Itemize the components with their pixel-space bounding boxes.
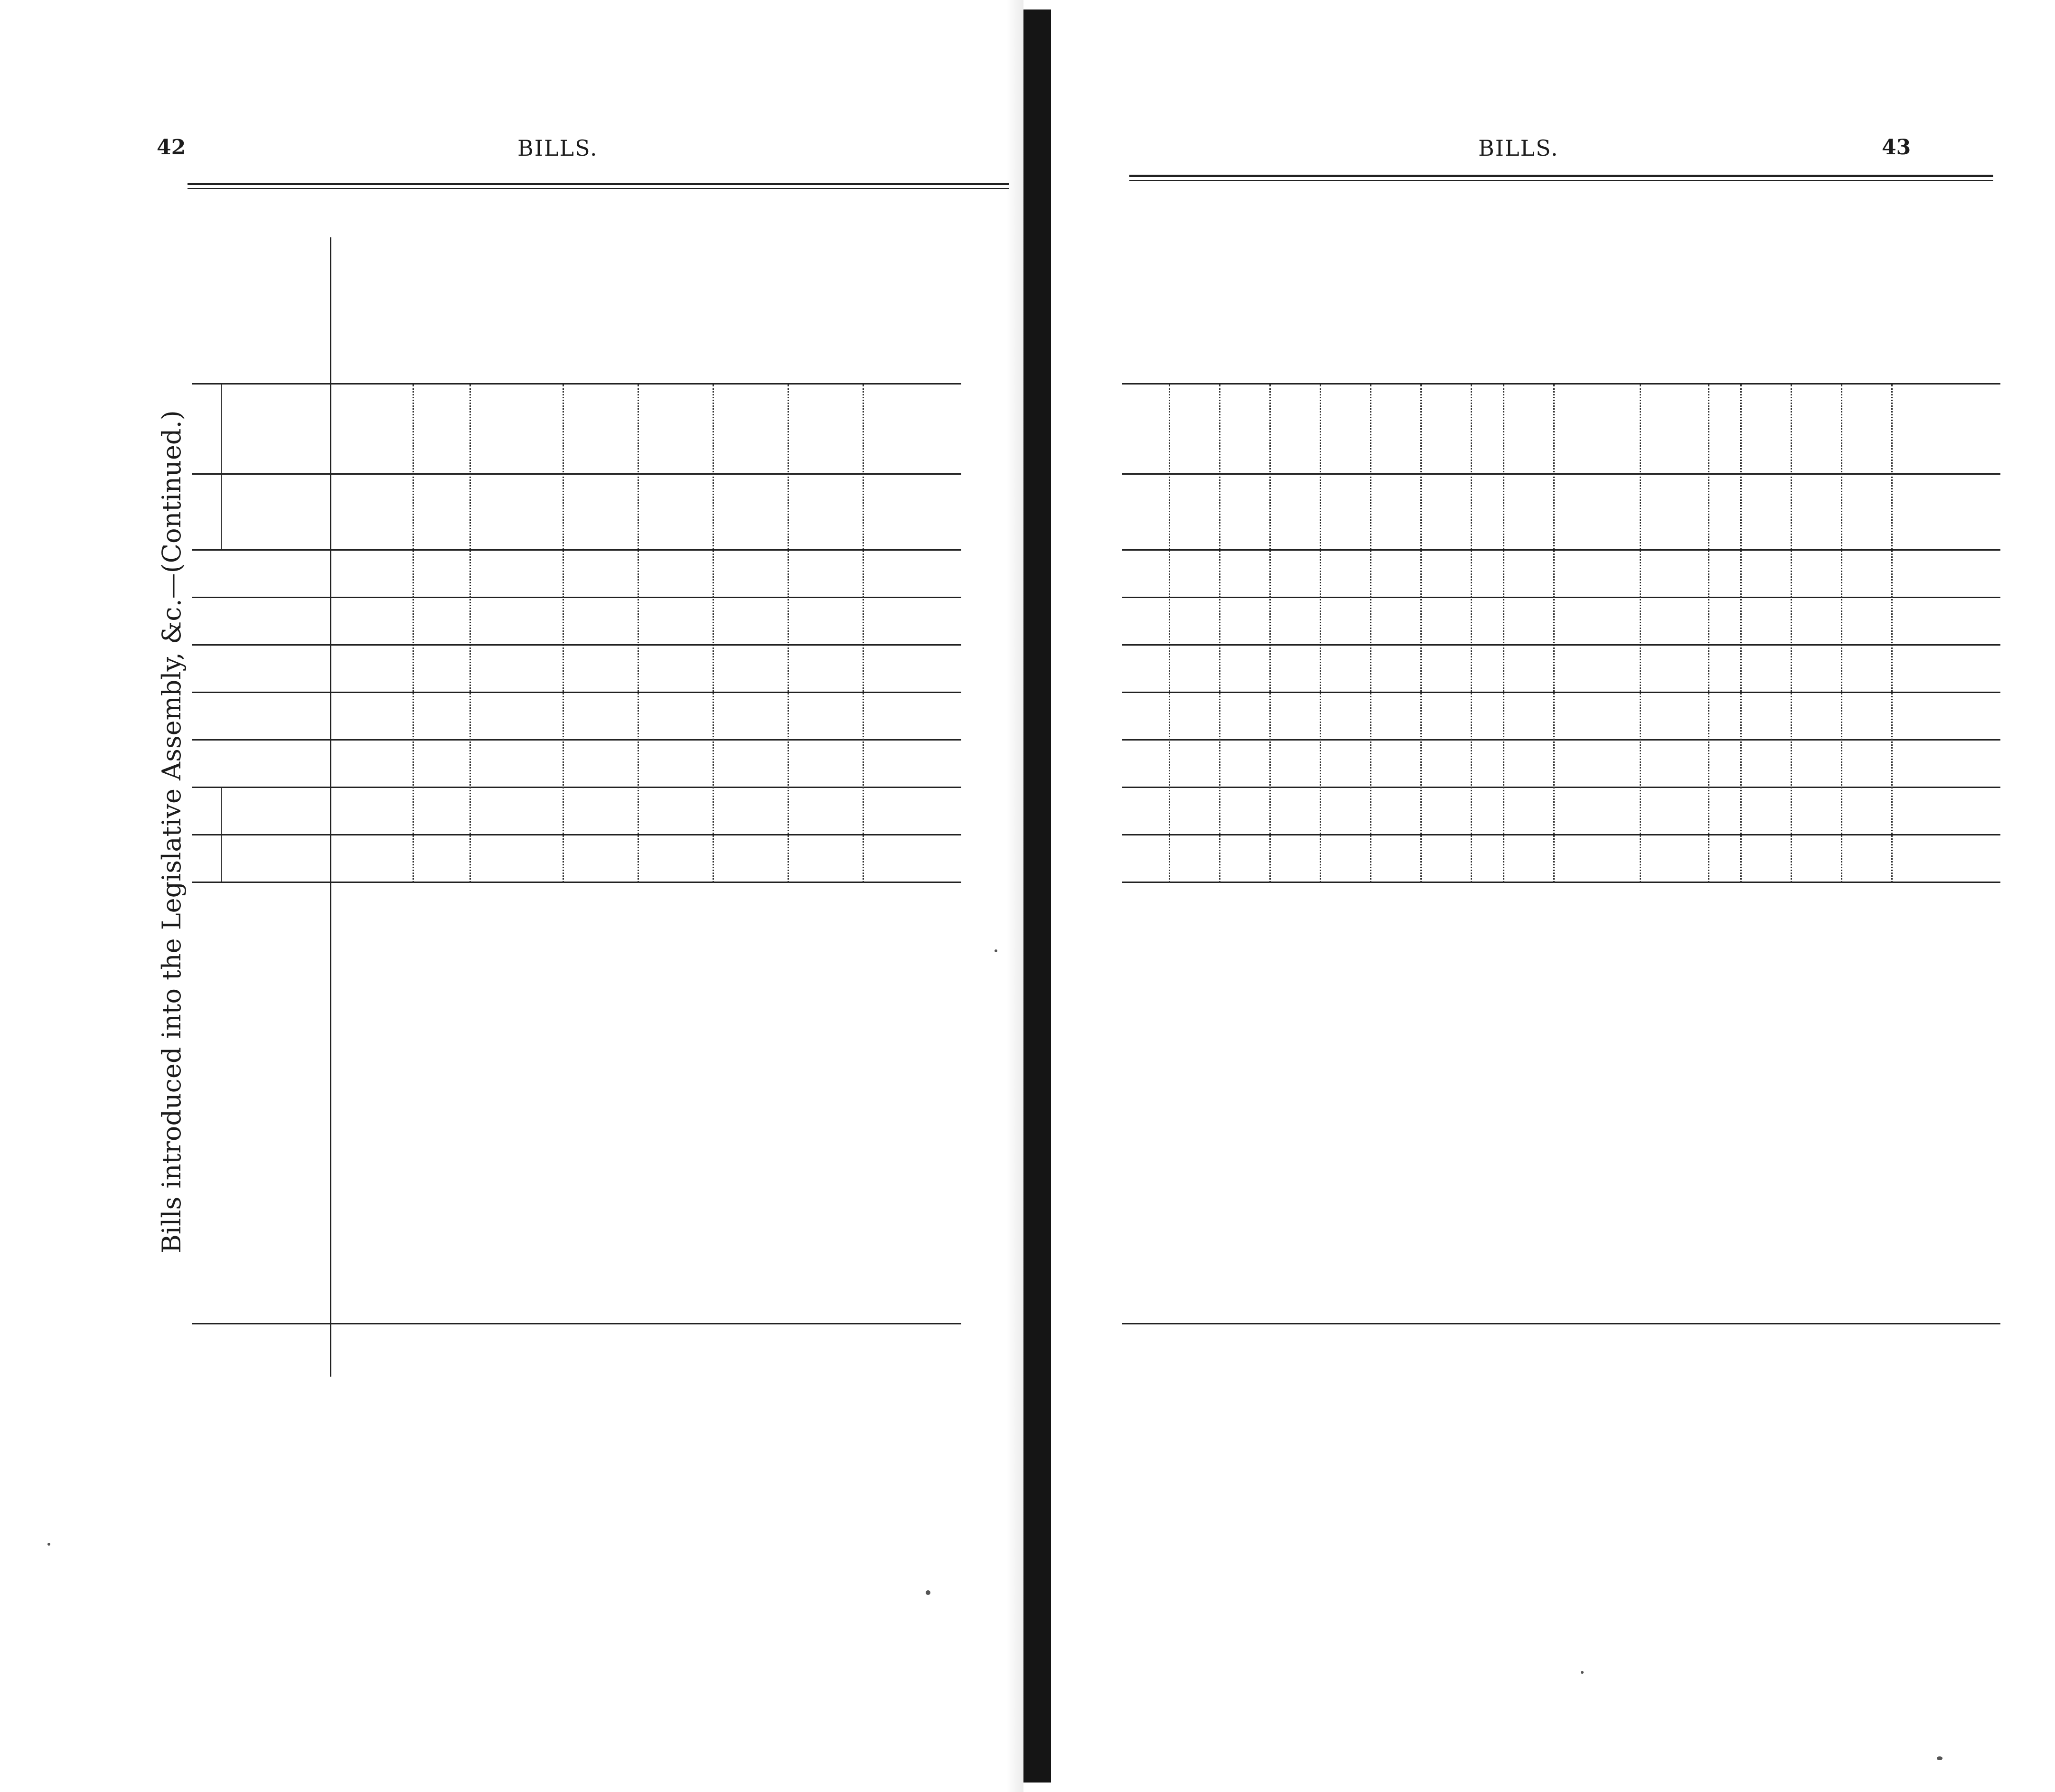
table-row: [1287, 237, 1330, 1377]
page-number-left: 42: [157, 135, 186, 159]
scan-speck: [47, 1543, 50, 1546]
gutter-shadow: [1006, 0, 1023, 1792]
dotted-leader: [713, 385, 714, 883]
header-rule-left: [188, 183, 1009, 185]
dotted-leader: [1370, 385, 1371, 883]
bills-table-left: [192, 237, 961, 1377]
scan-speck: [1937, 1756, 1942, 1760]
dotted-leader: [1320, 385, 1321, 883]
table-row: [1136, 237, 1179, 1377]
table-row: [1809, 237, 1851, 1377]
table-row: [1338, 237, 1380, 1377]
table-row: [494, 237, 573, 1377]
table-row: [1187, 237, 1229, 1377]
bills-table-right: [1122, 237, 2000, 1377]
scan-speck: [926, 1590, 930, 1595]
running-head-left: BILLS.: [517, 135, 598, 161]
dotted-leader: [638, 385, 639, 883]
dotted-leader: [1420, 385, 1422, 883]
dotted-leader: [413, 385, 414, 883]
left-page: [0, 0, 1023, 1792]
table-row: [1658, 237, 1718, 1377]
dotted-leader: [1891, 385, 1893, 883]
table-row: [1489, 237, 1513, 1377]
dotted-leader: [1841, 385, 1842, 883]
table-caption: Bills introduced into the Legislative Assembly, &c.—(Continued.): [157, 410, 187, 1253]
left-table-rotated: [192, 237, 961, 1377]
dotted-leader: [1471, 385, 1472, 883]
disposed-underline: [221, 385, 222, 551]
table-row: [1237, 237, 1280, 1377]
table-row: [1571, 237, 1650, 1377]
dotted-leader: [1169, 385, 1170, 883]
header-rule-right-thin: [1129, 180, 1993, 181]
dotted-leader: [788, 385, 789, 883]
right-page: [1051, 0, 2055, 1792]
table-row: [1388, 237, 1431, 1377]
table-row: [1521, 237, 1564, 1377]
binding-gutter: [1023, 9, 1051, 1783]
scan-speck: [995, 949, 997, 952]
table-row: [344, 237, 423, 1377]
dotted-leader: [1791, 385, 1792, 883]
table-row: [737, 237, 798, 1377]
dotted-leader: [1269, 385, 1271, 883]
page-number-right: 43: [1882, 135, 1911, 159]
originated-underline: [221, 788, 222, 883]
header-underline: [330, 237, 331, 1377]
table-row: [662, 237, 723, 1377]
dotted-leader: [469, 385, 471, 883]
dotted-leader: [1640, 385, 1641, 883]
scan-speck: [1581, 1671, 1584, 1674]
header-rule-right: [1129, 175, 1993, 177]
table-row: [437, 237, 480, 1377]
dotted-leader: [563, 385, 564, 883]
running-head-right: BILLS.: [1478, 135, 1559, 161]
dotted-leader: [1740, 385, 1742, 883]
table-row: [1438, 237, 1481, 1377]
table-row: [1758, 237, 1801, 1377]
dotted-leader: [1219, 385, 1220, 883]
dotted-leader: [1503, 385, 1504, 883]
table-row: [812, 237, 873, 1377]
table-row: [1859, 237, 1902, 1377]
dotted-leader: [863, 385, 864, 883]
right-table-rotated: [1122, 237, 2000, 1377]
table-row: [587, 237, 648, 1377]
table-row: [1726, 237, 1751, 1377]
dotted-leader: [1708, 385, 1709, 883]
header-rule-left-thin: [188, 188, 1009, 189]
dotted-leader: [1553, 385, 1555, 883]
